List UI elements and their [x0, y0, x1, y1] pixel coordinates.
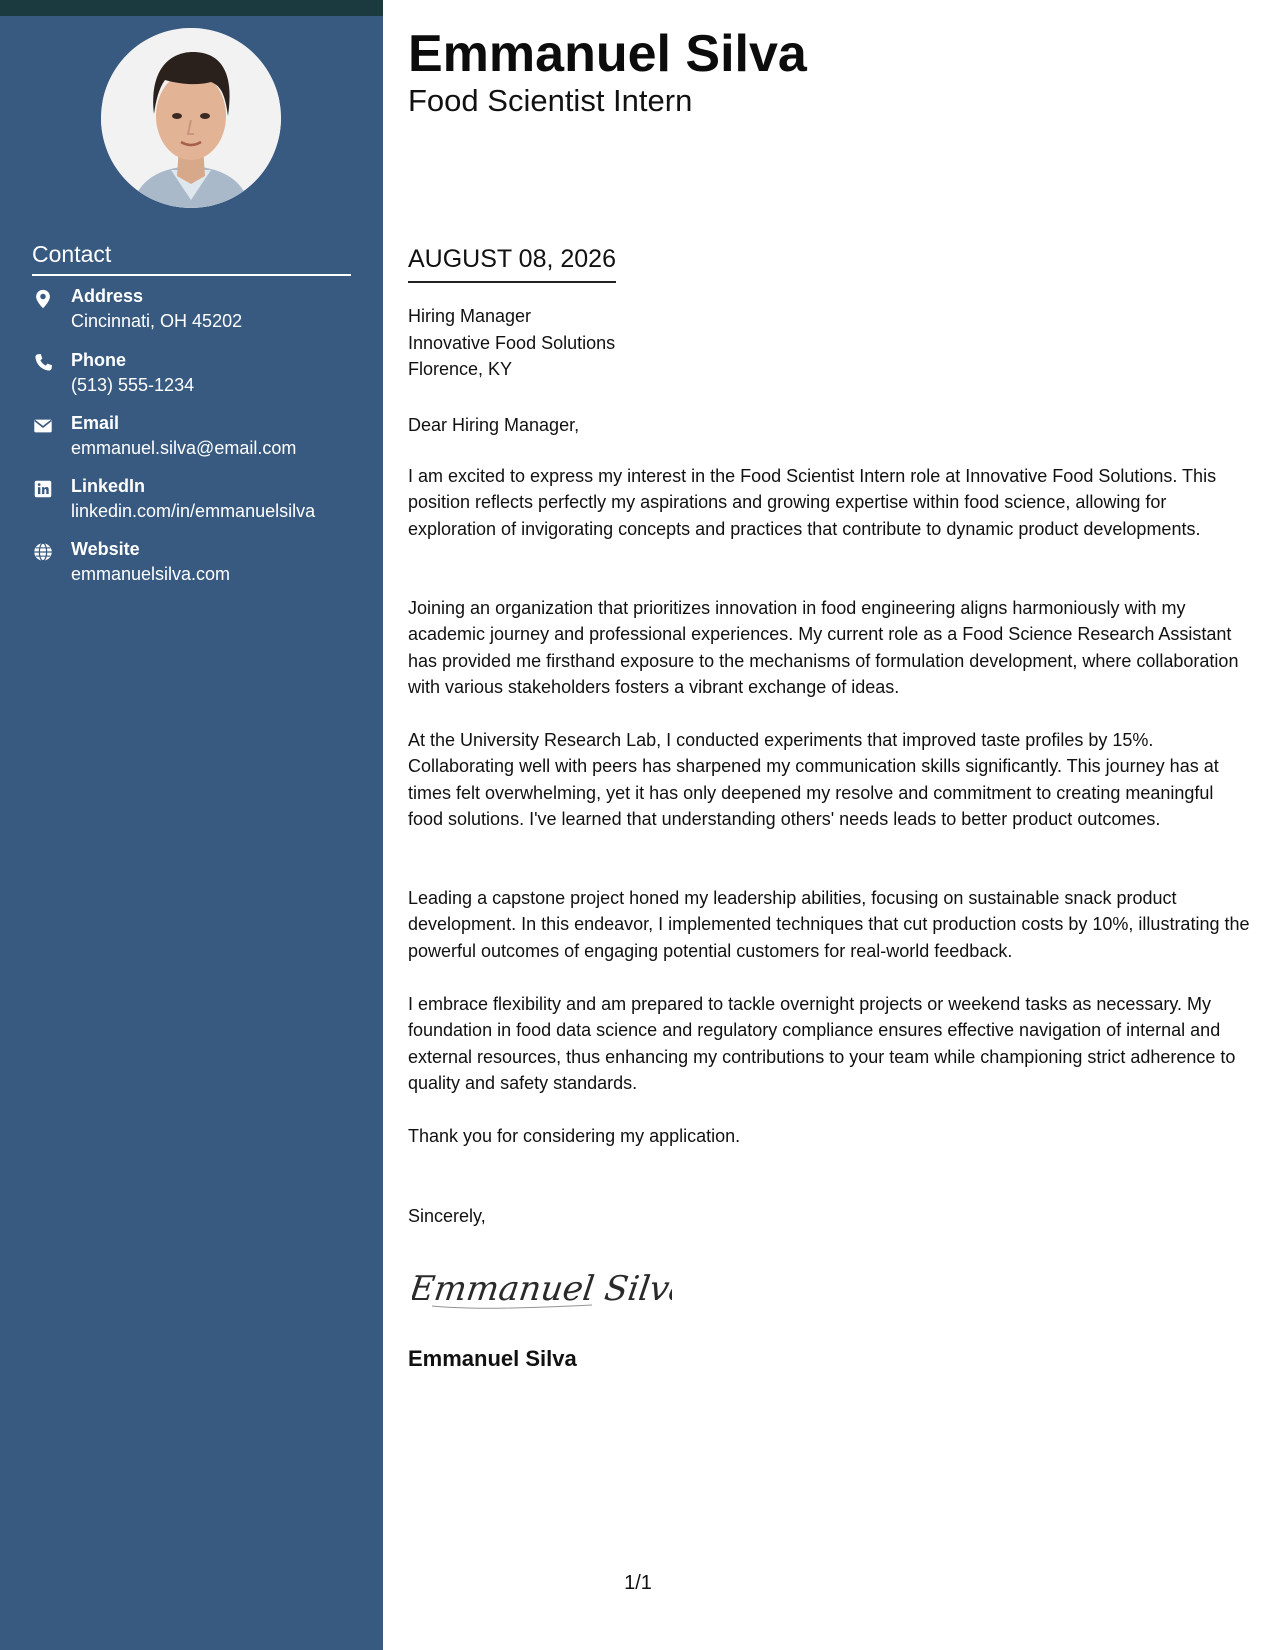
envelope-icon [32, 415, 54, 437]
contact-website [32, 537, 362, 587]
recipient-name: Hiring Manager [408, 306, 532, 326]
salutation: Dear Hiring Manager, [408, 415, 580, 435]
sidebar-top-bar [0, 0, 383, 16]
linkedin-value[interactable]: linkedin.com/in/emmanuelsilva [71, 501, 316, 521]
recipient-company: Innovative Food Solutions [408, 332, 616, 353]
contact-phone [32, 348, 362, 398]
applicant-name: Emmanuel Silva [408, 25, 807, 83]
body-paragraph: Joining an organization that prioritizes innovation in food engineering aligns harmoniously with my academic journey and professional experiences. My current role as a Food Science Research Assistant has provided me firsthand exposure to the mechanisms of formulation development, where collaboration with various stakeholders fosters a vibrant exchange of ideas. [408, 598, 1239, 698]
letter-date: AUGUST 08, 2026 [408, 243, 616, 283]
signature [412, 1258, 672, 1323]
svg-text:Emmanuel Silva: Emmanuel Silva [412, 1269, 672, 1309]
recipient-location: Florence, KY [408, 359, 513, 379]
recipient-block [408, 303, 615, 383]
sidebar [0, 0, 383, 1650]
profile-photo-image [101, 28, 281, 208]
phone-icon [32, 352, 54, 374]
handwritten-signature [412, 1258, 672, 1318]
email-label: Email [71, 413, 120, 433]
contact-address [32, 284, 362, 334]
phone-label: Phone [71, 350, 127, 370]
profile-photo [101, 28, 281, 208]
closing: Sincerely, [408, 1206, 486, 1226]
address-label: Address [71, 286, 144, 306]
body-paragraph: Leading a capstone project honed my leadership abilities, focusing on sustainable snack product development. In this endeavor, I implemented techniques that cut production costs by 10%, illustrating the powerful outcomes of engaging potential customers for real-world feedback. [408, 888, 1250, 961]
body-paragraph: I am excited to express my interest in the Food Scientist Intern role at Innovative Food Solutions. This position reflects perfectly my aspirations and growing expertise within food science, allowing for exploration of invigorating concepts and practices that contribute to dynamic product developments. [408, 466, 1217, 539]
contact-linkedin [32, 474, 362, 524]
globe-icon [32, 541, 54, 563]
linkedin-icon [32, 478, 54, 500]
body-paragraph: I embrace flexibility and am prepared to tackle overnight projects or weekend tasks as necessary. My foundation in food data science and regulatory compliance ensures effective navigation of internal and external resources, thus enhancing my contributions to your team while championing strict adherence to quality and safety standards. [408, 994, 1236, 1094]
linkedin-label: LinkedIn [71, 476, 146, 496]
phone-value[interactable]: (513) 555-1234 [71, 375, 195, 395]
job-title: Food Scientist Intern [408, 83, 693, 118]
body-paragraph: Thank you for considering my application. [408, 1126, 741, 1146]
contact-heading: Contact [32, 241, 351, 276]
contact-email [32, 411, 362, 461]
signer-name: Emmanuel Silva [408, 1346, 577, 1371]
location-pin-icon [32, 288, 54, 310]
website-value[interactable]: emmanuelsilva.com [71, 564, 231, 584]
body-paragraph: At the University Research Lab, I conducted experiments that improved taste profiles by 15%. Collaborating well with peers has sharpened my communication skills significantly. This journey has at times felt overwhelming, yet it has only deepened my resolve and commitment to creating meaningful food solutions. I've learned that understanding others' needs leads to better product outcomes. [408, 730, 1219, 830]
address-value: Cincinnati, OH 45202 [71, 311, 243, 331]
email-value[interactable]: emmanuel.silva@email.com [71, 438, 297, 458]
website-label: Website [71, 539, 140, 559]
page-number: 1/1 [624, 1572, 652, 1594]
